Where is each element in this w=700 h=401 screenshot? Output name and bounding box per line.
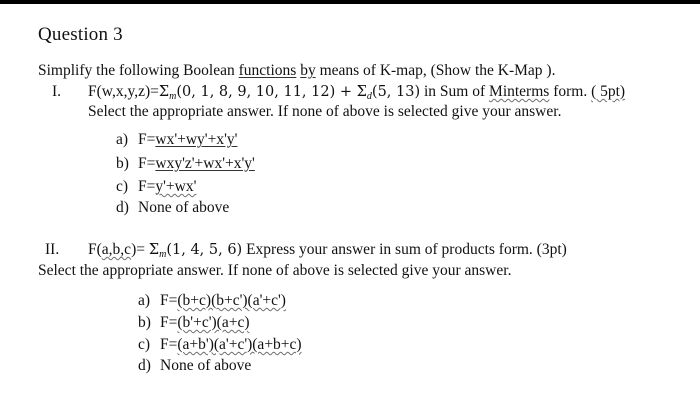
intro-functions-word: functions <box>238 62 297 79</box>
part2-option-b[interactable] <box>138 314 249 332</box>
part1-option-c[interactable] <box>116 178 196 196</box>
option-text: (a+b')(a'+c')(a+b+c) <box>177 336 302 353</box>
part2-func-args: a,b,c <box>101 241 132 258</box>
part1-option-d[interactable] <box>116 199 229 217</box>
part2-option-d[interactable] <box>138 357 251 375</box>
part1-instruction: Select the appropriate answer. If none of above is selected give your answer. <box>88 103 562 120</box>
part1-option-a[interactable] <box>116 131 237 149</box>
intro-by-word: by <box>300 62 316 79</box>
part1-in-sum-of: in Sum of <box>420 83 490 100</box>
option-text: wx'+wy'+x'y' <box>155 131 238 148</box>
d-subscript: d <box>366 91 372 102</box>
option-prefix: F= <box>138 178 156 195</box>
option-text: y'+wx' <box>155 178 197 195</box>
part2-option-a[interactable] <box>138 292 286 310</box>
intro-line <box>38 62 555 80</box>
option-letter: c) <box>116 178 129 195</box>
option-letter: d) <box>116 199 129 216</box>
m-subscript: m <box>169 91 177 102</box>
option-prefix: F= <box>138 131 156 148</box>
top-border <box>0 0 700 4</box>
intro-prefix: Simplify the following Boolean <box>38 62 239 79</box>
sigma-d-icon: Σ <box>356 84 367 100</box>
intro-suffix: means of K-map, (Show the K-Map ). <box>315 62 556 79</box>
option-letter: b) <box>138 314 151 331</box>
option-letter: c) <box>138 336 151 353</box>
part2-option-c[interactable] <box>138 336 302 354</box>
part2-func-prefix: F( <box>88 241 102 258</box>
option-letter: a) <box>116 131 129 148</box>
part1-function: F(w,x,y,z)= <box>88 83 159 100</box>
option-prefix: F= <box>160 292 178 309</box>
part2-instruction: Select the appropriate answer. If none of above is selected give your answer. <box>38 262 512 279</box>
option-letter: a) <box>138 292 151 309</box>
minterms-word: Minterms <box>489 83 550 100</box>
part2-points: (3pt) <box>536 241 567 258</box>
sigma-m-icon: Σ <box>158 84 170 100</box>
option-letter: b) <box>116 155 129 172</box>
part1-points: ( 5pt) <box>591 83 626 100</box>
part1-form: form. <box>549 83 588 100</box>
part1-numeral: I. <box>52 83 62 100</box>
part2-minterms: (1, 4, 5, 6) <box>166 242 243 258</box>
option-text: None of above <box>160 357 252 374</box>
part2-text: Express your answer in sum of products form. <box>242 241 533 258</box>
part2-numeral: II. <box>45 241 60 258</box>
m-subscript: m <box>159 249 167 260</box>
part1-minterms: (0, 1, 8, 9, 10, 11, 12) <box>176 84 336 100</box>
part2-func-suffix: )= <box>131 241 149 258</box>
option-text: None of above <box>138 199 230 216</box>
sigma-m-icon: Σ <box>148 242 160 258</box>
part1-dontcares: (5, 13) <box>371 84 421 100</box>
option-text: wxy'z'+wx'+x'y' <box>155 155 255 172</box>
option-prefix: F= <box>138 155 156 172</box>
part2-statement <box>88 241 567 260</box>
option-text: (b+c)(b+c')(a'+c') <box>177 292 286 309</box>
part1-option-b[interactable] <box>116 155 255 173</box>
option-prefix: F= <box>160 336 178 353</box>
option-letter: d) <box>138 357 151 374</box>
option-text: (b'+c')(a+c) <box>177 314 250 331</box>
plus-sign: + <box>335 84 357 100</box>
question-heading: Question 3 <box>38 24 123 45</box>
part1-statement <box>88 83 625 102</box>
option-prefix: F= <box>160 314 178 331</box>
